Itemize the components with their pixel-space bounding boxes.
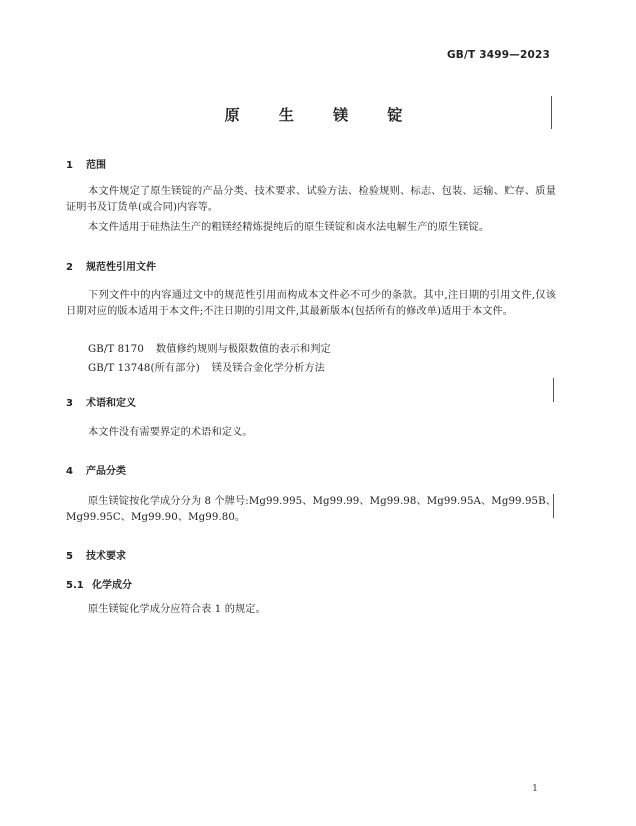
section-number: 3: [66, 398, 73, 409]
terms-paragraph-1: 本文件没有需要界定的术语和定义。: [88, 427, 253, 438]
section-number: 4: [66, 466, 73, 477]
section-number: 1: [66, 160, 73, 171]
standard-number: GB/T 3499—2023: [446, 49, 550, 61]
reference-title: 数值修约规则与极限数值的表示和判定: [155, 344, 331, 355]
reference-item: [88, 340, 331, 355]
page-number: 1: [531, 783, 538, 794]
reference-title: 镁及镁合金化学分析方法: [211, 363, 325, 374]
section-title: 产品分类: [86, 466, 126, 477]
section-title: 范围: [86, 160, 106, 171]
section-heading-normative: [66, 258, 156, 273]
subsection-number: 5.1: [66, 580, 84, 591]
normative-paragraph-1: 下列文件中的内容通过文中的规范性引用而构成本文件必不可少的条款。其中,注日期的引用文件,仅该日期对应的版本适用于本文件;不注日期的引用文件,其最新版本(包括所有的修改单)适用于本文件。: [66, 290, 556, 317]
section-number: 5: [66, 551, 73, 562]
reference-code: GB/T 13748(所有部分): [88, 363, 200, 374]
reference-code: GB/T 8170: [88, 344, 144, 355]
section-title: 技术要求: [86, 551, 126, 562]
page-title: 原 生 镁 锭: [224, 106, 420, 124]
section-title: 规范性引用文件: [86, 262, 156, 273]
section-heading-terms: [66, 394, 136, 409]
section-title: 术语和定义: [86, 398, 136, 409]
margin-mark: [551, 96, 552, 129]
section-heading-classification: [66, 462, 126, 477]
scope-paragraph-2: 本文件适用于硅热法生产的粗镁经精炼提纯后的原生镁锭和卤水法电解生产的原生镁锭。: [88, 222, 490, 233]
section-number: 2: [66, 262, 73, 273]
subsection-title: 化学成分: [92, 580, 132, 591]
section-heading-technical: [66, 547, 126, 562]
chemical-paragraph-1: 原生镁锭化学成分应符合表 1 的规定。: [88, 604, 266, 615]
section-heading-scope: [66, 156, 106, 171]
scope-paragraph-1: 本文件规定了原生镁锭的产品分类、技术要求、试验方法、检验规则、标志、包装、运输、贮存、质量证明书及订货单(或合同)内容等。: [66, 186, 556, 213]
margin-mark: [553, 378, 554, 402]
classification-paragraph-1: 原生镁锭按化学成分分为 8 个牌号:Mg99.995、Mg99.99、Mg99.98、Mg99.95A、Mg99.95B、Mg99.95C、Mg99.90、Mg99.80。: [66, 496, 556, 523]
reference-item: [88, 359, 325, 374]
subsection-heading-chemical: [66, 576, 132, 591]
